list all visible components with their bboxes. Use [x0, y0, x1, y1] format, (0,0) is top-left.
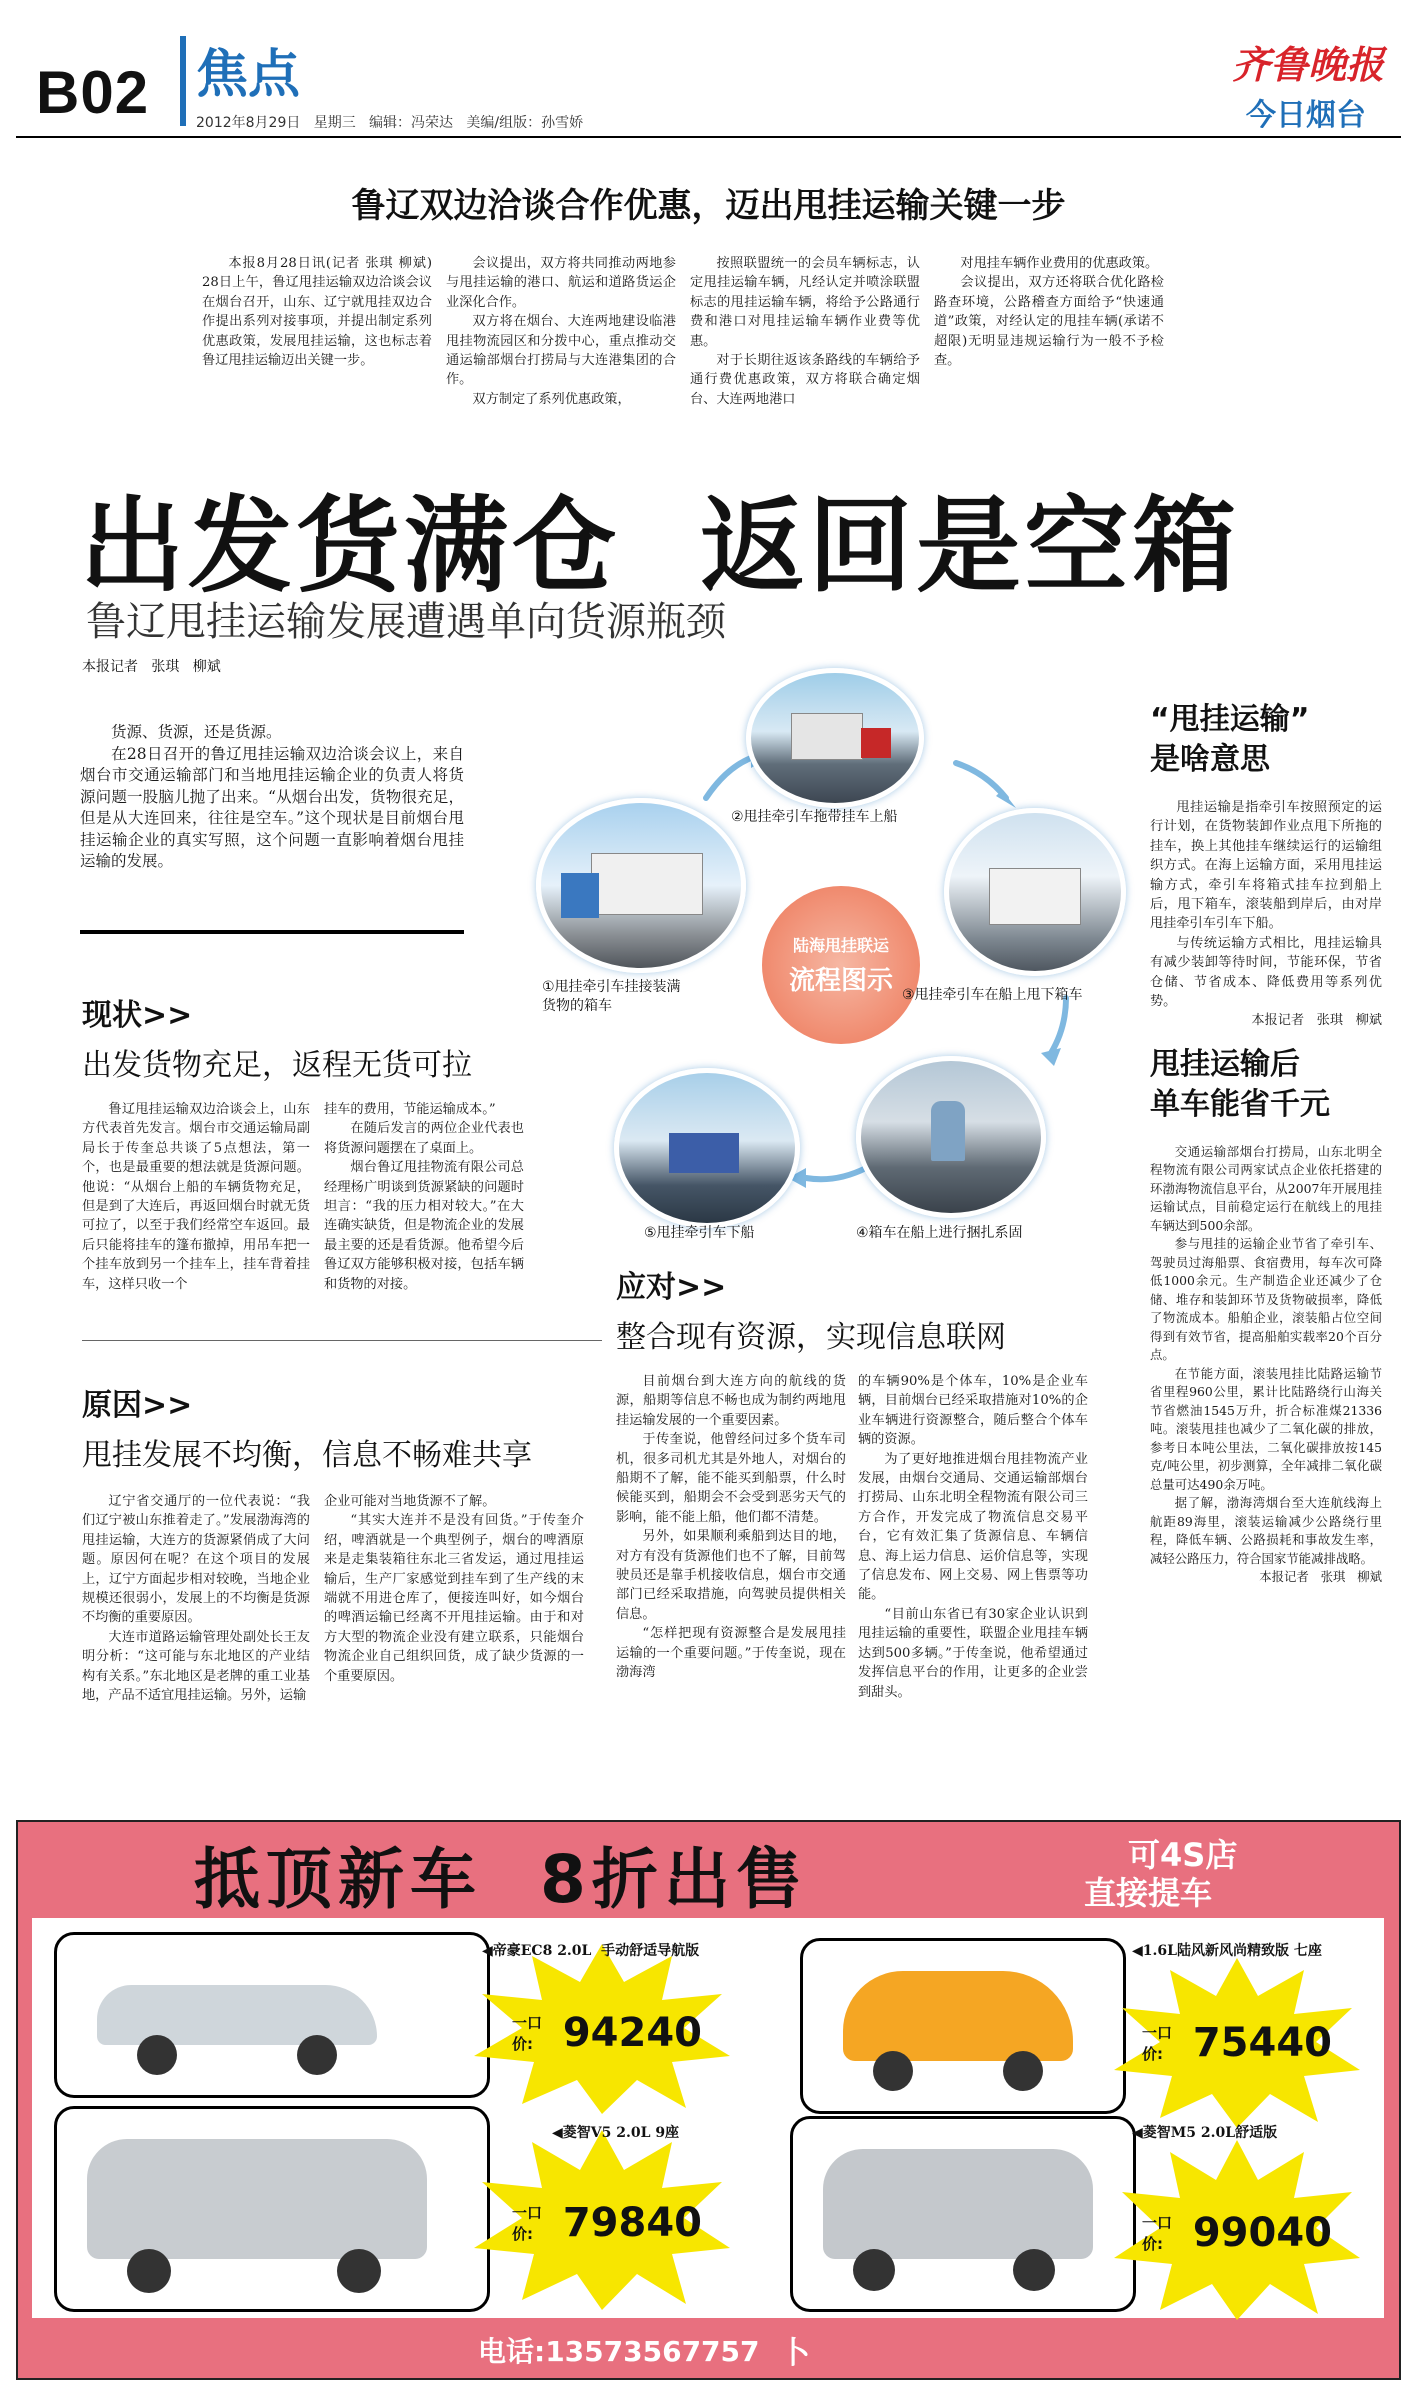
car-2-label: ◀1.6L陆风新风尚精致版 七座 [1132, 1943, 1322, 1959]
page-header [0, 0, 1417, 140]
arrow-2-3 [956, 763, 1006, 798]
section-name: 焦点 [196, 45, 301, 105]
sidebar-box1-p1: 甩挂运输是指牵引车按照预定的运行计划，在货物装卸作业点甩下所拖的挂车，换上其他挂车继续运行的运输组织方式。在海上运输方面，采用甩挂运输方式，牵引车将箱式挂车拉到船上后，甩下箱车，滚装船到岸后，由对岸甩挂牵引车引车下船。 [1150, 800, 1382, 932]
section1-head: 出发货物充足，返程无货可拉 [82, 1048, 472, 1083]
section2-tag: 原因>> [82, 1388, 193, 1423]
car-3-price [512, 2198, 702, 2248]
car-3-photo [54, 2106, 490, 2312]
section1-right-p3: 烟台鲁辽甩挂物流有限公司总经理杨广明谈到货源紧缺的问题时坦言：“我的压力相对较大。”在大连确实缺货，但是物流企业的发展最主要的还是看货源。他希望今后鲁辽双方能够积极对接，包括车辆和货物的对接。 [324, 1160, 524, 1292]
section1-right-p2: 在随后发言的两位企业代表也将货源问题摆在了桌面上。 [324, 1121, 524, 1156]
ad-phone: 电话:13573567757 [478, 2335, 760, 2368]
step-2-label: ②甩挂牵引车拖带挂车上船 [731, 809, 898, 825]
section1-tag: 现状>> [82, 998, 193, 1033]
car-4-label: ◀菱智M5 2.0L舒适版 [1132, 2125, 1278, 2141]
section2-head: 甩挂发展不均衡，信息不畅难共享 [82, 1438, 532, 1473]
section2-left-p2: 大连市道路运输管理处副处长王友明分析：“这可能与东北地区的产业结构有关系。”东北地区是老牌的重工业基地，产品不适宜甩挂运输。另外，运输 [82, 1629, 310, 1704]
header-divider [180, 36, 186, 126]
photo-step-2 [746, 668, 924, 808]
photo-step-3 [944, 808, 1126, 976]
main-byline: 本报记者 张琪 柳斌 [82, 659, 221, 675]
car-3-label: ◀菱智V5 2.0L 9座 [552, 2125, 680, 2141]
arrow-1-2 [706, 758, 751, 798]
car-4-price-prefix: 一口价: [1142, 2214, 1173, 2253]
main-headline: 出发货满仓 返回是空箱 [80, 485, 1241, 607]
lead-col-4-p2: 会议提出，双方还将联合优化路检路查环境，公路稽查方面给予“快速通道”政策，对经认定的甩挂车辆(承诺不超限)无明显违规运输行为一般不予检查。 [934, 275, 1164, 369]
arrow-4-5 [806, 1168, 866, 1179]
section3-right-p2: 为了更好地推进烟台甩挂物流产业发展，由烟台交通局、交通运输部烟台打捞局、山东北明全程物流有限公司三方合作，开发完成了物流信息交易平台，它有效汇集了货源信息、车辆信息、海上运力信息、运价信息等，实现了信息发布、网上交易、网上售票等功能。 [858, 1451, 1088, 1603]
sidebar-box2-byline: 本报记者 张琪 柳斌 [1259, 1569, 1382, 1585]
intro-rule [80, 930, 464, 934]
sidebar-box2-body [1150, 1143, 1382, 1587]
section3-right-p1: 的车辆90%是个体车，10%是企业车辆，目前烟台已经采取措施对10%的企业车辆进行资源整合，随后整合个体车辆的资源。 [858, 1374, 1088, 1448]
section3-left-p1: 目前烟台到大连方向的航线的货源，船期等信息不畅也成为制约两地甩挂运输发展的一个重要因素。 [616, 1374, 846, 1428]
car-4-price-value: 99040 [1192, 2210, 1332, 2256]
ad-headline: 抵顶新车 8折出售 [194, 1841, 808, 1918]
main-subheadline: 鲁辽甩挂运输发展遭遇单向货源瓶颈 [86, 599, 726, 645]
section1-right [324, 1100, 524, 1294]
ad-side-line2: 直接提车 [1084, 1874, 1213, 1912]
section2-right [324, 1492, 584, 1686]
car-1-price-value: 94240 [562, 2010, 702, 2056]
lead-col-2 [446, 254, 676, 409]
section3-left-p2: 于传奎说，他曾经问过多个货车司机，很多司机尤其是外地人，对烟台的船期不了解，能不能买到船票，什么时候能买到，船期会不会受到恶劣天气的影响，能不能上船，他们都不清楚。 [616, 1432, 846, 1525]
photo-step-1 [536, 798, 746, 973]
step-3-label: ③甩挂牵引车在船上甩下箱车 [902, 987, 1083, 1003]
header-rule [16, 136, 1401, 138]
intro-p2: 在28日召开的鲁辽甩挂运输双边洽谈会议上，来自烟台市交通运输部门和当地甩挂运输企业的负责人将货源问题一股脑儿抛了出来。“从烟台出发，货物很充足，但是从大连回来，往往是空车。”这个现状是目前烟台甩挂运输企业的真实写照，这个问题一直影响着烟台甩挂运输的发展。 [80, 744, 464, 870]
lead-col-3-p2: 对于长期往返该条路线的车辆给予通行费优惠政策，双方将联合确定烟台、大连两地港口 [690, 353, 920, 407]
car-2-price [1142, 2018, 1332, 2068]
lead-col-2-p2: 双方将在烟台、大连两地建设临港甩挂物流园区和分拨中心，重点推动交通运输部烟台打捞局与大连港集团的合作。 [446, 314, 676, 388]
arrow-head-3 [1041, 1048, 1061, 1066]
sidebar-box1-body [1150, 798, 1382, 1031]
section3-head: 整合现有资源，实现信息联网 [616, 1320, 1006, 1355]
lead-col-1 [202, 254, 432, 370]
lead-col-3 [690, 254, 920, 409]
section3-left-p4: “怎样把现有资源整合是发展甩挂运输的一个重要问题。”于传奎说，现在渤海湾 [616, 1626, 846, 1681]
car-2-price-value: 75440 [1192, 2020, 1332, 2066]
ad-inner [32, 1918, 1384, 2318]
lead-headline: 鲁辽双边洽谈合作优惠，迈出甩挂运输关键一步 [351, 186, 1066, 226]
step-1-label: ①甩挂牵引车挂接装满货物的箱车 [542, 979, 681, 1014]
car-4-price [1142, 2208, 1332, 2258]
date-line: 2012年8月29日 星期三 编辑：冯荣达 美编/组版：孙雪娇 [196, 115, 584, 131]
section2-right-p1: 企业可能对当地货源不了解。 [324, 1494, 496, 1509]
flow-center [762, 886, 920, 1044]
section2-left-p1: 辽宁省交通厅的一位代表说：“我们辽宁被山东推着走了。”发展渤海湾的甩挂运输，大连方的货源紧俏成了大问题。原因何在呢？在这个项目的发展上，辽宁方面起步相对较晚，当地企业规模还很弱小，发展上的不均衡是货源不均衡的重要原因。 [82, 1494, 310, 1626]
section3-left-p3: 另外，如果顺利乘船到达目的地，对方有没有货源他们也不了解，目前驾驶员还是靠手机接收信息，烟台市交通部门已经采取措施，向驾驶员提供相关信息。 [616, 1529, 846, 1622]
car-4-photo [790, 2116, 1136, 2312]
section3-right [858, 1372, 1088, 1702]
main-intro [80, 722, 464, 873]
section3-left [616, 1372, 846, 1683]
step-5-label: ⑤甩挂牵引车下船 [644, 1225, 755, 1241]
ad-side-line1: 可4S店 [1128, 1836, 1238, 1874]
car-3-price-prefix: 一口价: [512, 2204, 543, 2243]
section2-left [82, 1492, 310, 1705]
car-2-photo [800, 1938, 1126, 2114]
sidebar-box1-byline: 本报记者 张琪 柳斌 [1251, 1013, 1382, 1029]
section1-left-p1: 鲁辽甩挂运输双边洽谈会上，山东方代表首先发言。烟台市交通运输局副局长于传奎总共谈了5点想法，第一个，也是最重要的想法就是货源问题。他说：“从烟台上船的车辆货物充足，但是到了大连后，再返回烟台时就无货可拉了，以至于我们经常空车返回。最后只能将挂车的篷布撤掉，用吊车把一个挂车放到另一个挂车上，挂车背着挂车，这样只收一个 [82, 1102, 310, 1292]
sidebar-box1-p2: 与传统运输方式相比，甩挂运输具有减少装卸等待时间，节能环保，节省仓储、节省成本、降低费用等系列优势。 [1150, 935, 1382, 1010]
sidebar-box2-p3: 在节能方面，滚装甩挂比陆路运输节省里程960公里，累计比陆路绕行山海关节省燃油1545万升，折合标准煤21336吨。滚装甩挂也减少了二氧化碳的排放，参考日本吨公里法，二氧化碳排放按145克/吨公里，初步测算，全年减排二氧化碳总量可达490余万吨。 [1150, 1365, 1382, 1492]
paper-name: 齐鲁晚报 [1232, 42, 1385, 87]
sidebar-box2-p1: 交通运输部烟台打捞局，山东北明全程物流有限公司两家试点企业依托搭建的环渤海物流信息平台，从2007年开展甩挂运输试点，目前稳定运行在航线上的甩挂车辆达到500余部。 [1150, 1143, 1382, 1233]
lead-col-4-p1: 对甩挂车辆作业费用的优惠政策。 [960, 256, 1159, 271]
sidebar-box1-title-2: 是啥意思 [1150, 742, 1270, 777]
edition-name: 今日烟台 [1246, 98, 1366, 133]
car-ad [16, 1820, 1401, 2380]
sidebar [1150, 700, 1382, 1800]
photo-step-4 [856, 1056, 1046, 1218]
intro-p1: 货源、货源，还是货源。 [111, 723, 282, 741]
page-code: B02 [36, 59, 150, 126]
lead-col-3-p1: 按照联盟统一的会员车辆标志，认定甩挂运输车辆，凡经认定并喷涂联盟标志的甩挂运输车辆，将给予公路通行费和港口对甩挂运输车辆作业费等优惠。 [690, 256, 920, 349]
ad-phone-suffix: 卜 [780, 2336, 810, 2371]
lead-article [16, 150, 1401, 450]
section1-left [82, 1100, 310, 1294]
flow-center-line1: 陆海甩挂联运 [792, 936, 889, 955]
car-1-price-prefix: 一口价: [512, 2014, 543, 2053]
section3-right-p3: “目前山东省已有30家企业认识到甩挂运输的重要性，联盟企业甩挂车辆达到500多辆。”于传奎说，他希望通过发挥信息平台的作用，让更多的企业尝到甜头。 [858, 1606, 1088, 1700]
lead-col-4 [934, 254, 1164, 370]
car-2-price-prefix: 一口价: [1142, 2024, 1173, 2063]
sidebar-box2-title-2: 单车能省千元 [1150, 1086, 1330, 1122]
flow-diagram [536, 668, 1126, 1268]
car-1-price [512, 2008, 702, 2058]
sidebar-box2-p2: 参与甩挂的运输企业节省了牵引车、驾驶员过海船票、食宿费用，每车次可降低1000余元。生产制造企业还减少了仓储、堆存和装卸环节及货物破损率，降低了物流成本。船舶企业，滚装船占位空间得到有效节省，提高船舶实载率20个百分点。 [1150, 1236, 1382, 1363]
section1-rule [82, 1340, 602, 1341]
section2-right-p2: “其实大连并不是没有回货。”于传奎介绍，啤酒就是一个典型例子，烟台的啤酒原来是走集装箱往东北三省发运，通过甩挂运输后，生产厂家感觉到挂车到了生产线的末端就不用进仓库了，便接连叫好，如今烟台的啤酒运输已经离不开甩挂运输。由于和对方大型的物流企业没有建立联系，只能烟台物流企业自己组织回货，成了缺少货源的一个重要原因。 [324, 1513, 584, 1684]
sidebar-box2-title-1: 甩挂运输后 [1150, 1046, 1300, 1082]
sidebar-box2-p4: 据了解，渤海湾烟台至大连航线海上航距89海里，滚装运输减少公路绕行里程，降低车辆、公路损耗和事故发生率，减轻公路压力，符合国家节能减排战略。 [1150, 1495, 1382, 1566]
photo-step-5 [614, 1068, 800, 1228]
sidebar-box1-title-1: “甩挂运输” [1150, 702, 1310, 737]
arrow-3-4 [1051, 998, 1066, 1053]
step-4-label: ④箱车在船上进行捆扎系固 [856, 1225, 1023, 1241]
lead-col-1-text: 本报8月28日讯(记者 张琪 柳斌) 28日上午，鲁辽甩挂运输双边洽谈会议在烟台召开，山东、辽宁就甩挂双边合作提出系列对接事项，并提出制定系列优惠政策，发展甩挂运输，这也标志着鲁辽甩挂运输迈出关键一步。 [202, 256, 432, 369]
flow-center-line2: 流程图示 [788, 966, 893, 996]
car-3-price-value: 79840 [562, 2200, 702, 2246]
section3-tag: 应对>> [616, 1270, 727, 1305]
car-1-photo [54, 1932, 490, 2098]
section1-right-p1: 挂车的费用，节能运输成本。” [324, 1102, 496, 1117]
car-1-label: ◀帝豪EC8 2.0L 手动舒适导航版 [482, 1943, 700, 1959]
lead-col-2-p3: 双方制定了系列优惠政策， [472, 391, 631, 407]
lead-col-2-p1: 会议提出，双方将共同推动两地参与甩挂运输的港口、航运和道路货运企业深化合作。 [446, 256, 676, 310]
